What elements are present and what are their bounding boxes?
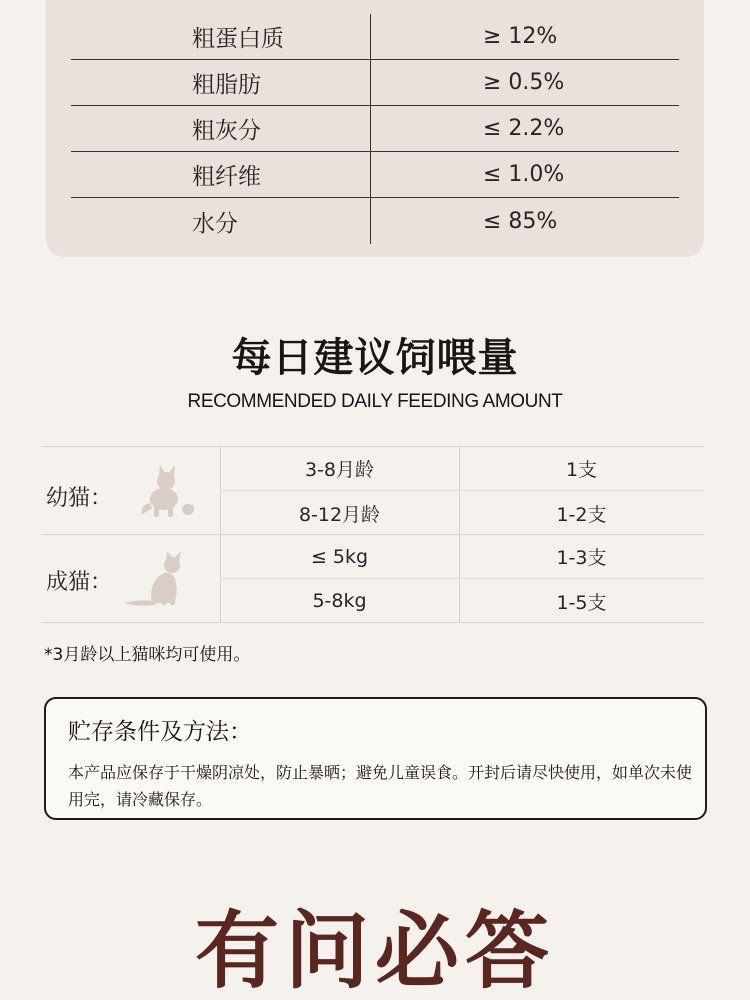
adult-label: 成猫： xyxy=(46,570,113,595)
feeding-title: 每日建议饲喂量 xyxy=(231,335,519,381)
nutrient-value: ≥ 12% xyxy=(483,24,558,49)
nutrient-name: 粗蛋白质 xyxy=(71,14,371,59)
kitten-playing-icon xyxy=(138,461,202,525)
nutrient-value: ≤ 1.0% xyxy=(483,162,565,187)
nutrient-value: ≥ 0.5% xyxy=(483,70,565,95)
feeding-age: ≤ 5kg xyxy=(310,545,369,568)
feeding-group-adult xyxy=(42,535,704,623)
nutrition-row xyxy=(71,198,679,244)
nutrient-name: 粗纤维 xyxy=(71,152,371,197)
feeding-amount: 1-5支 xyxy=(556,591,607,614)
feeding-age: 8-12月龄 xyxy=(298,503,381,526)
feeding-amount: 1-3支 xyxy=(556,547,607,569)
feeding-row xyxy=(220,447,704,491)
feeding-group-kitten xyxy=(42,447,704,535)
feeding-age: 5-8kg xyxy=(312,590,367,612)
nutrient-name: 粗灰分 xyxy=(71,106,371,151)
storage-box xyxy=(44,697,707,820)
storage-title: 贮存条件及方法： xyxy=(68,719,252,745)
feeding-amount: 1-2支 xyxy=(556,503,607,526)
feeding-row xyxy=(220,579,704,623)
nutrient-value: ≤ 2.2% xyxy=(483,116,565,141)
feeding-row xyxy=(220,535,704,579)
nutrient-value: ≤ 85% xyxy=(483,208,558,234)
feeding-subtitle: RECOMMENDED DAILY FEEDING AMOUNT xyxy=(187,391,563,412)
feeding-age: 3-8月龄 xyxy=(304,459,375,481)
feeding-row xyxy=(220,491,704,535)
adult-cat-icon xyxy=(122,551,194,613)
nutrition-table xyxy=(71,14,679,244)
nutrient-name: 粗脂肪 xyxy=(71,60,371,105)
nutrition-row xyxy=(71,152,679,198)
nutrition-row xyxy=(71,106,679,152)
feeding-amount: 1支 xyxy=(565,459,598,481)
nutrition-row xyxy=(71,14,679,60)
storage-body: 本产品应保存于干燥阴凉处，防止暴晒；避免儿童误食。开封后请尽快使用，如单次未使用完，请冷藏保存。 xyxy=(68,763,693,809)
nutrient-name: 水分 xyxy=(71,198,371,244)
feeding-table xyxy=(42,446,704,623)
feeding-note: *3月龄以上猫咪均可使用。 xyxy=(44,645,251,665)
qa-title: 有问必答 xyxy=(194,901,555,1000)
kitten-label: 幼猫： xyxy=(46,486,113,511)
nutrition-row xyxy=(71,60,679,106)
